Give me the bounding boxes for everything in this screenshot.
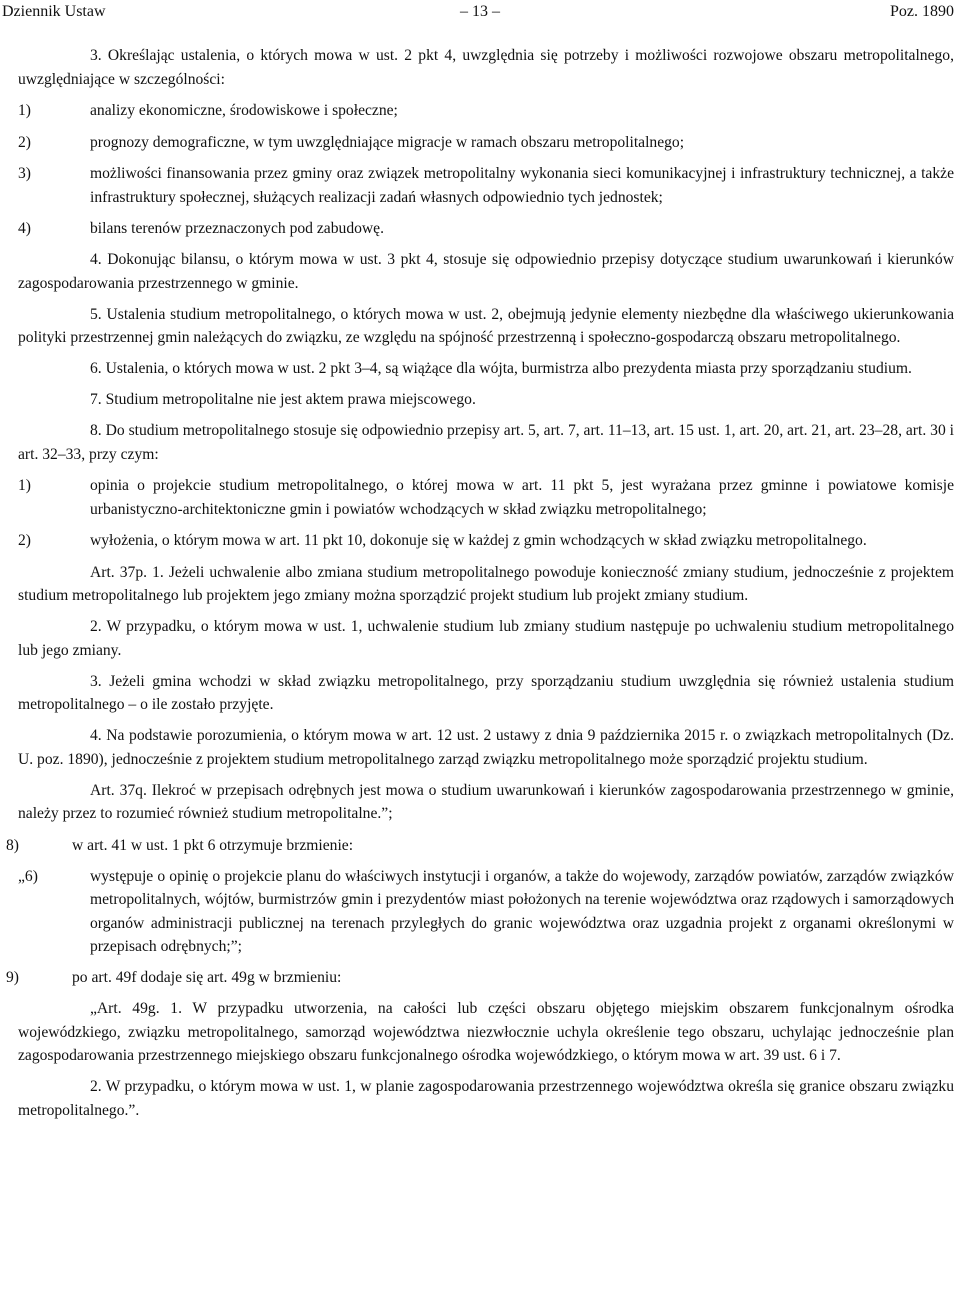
paragraph-4: 4. Dokonując bilansu, o którym mowa w ust. 3 pkt 4, stosuje się odpowiednio przepisy dotyczące studium uwarunkowań i kierunków zagospodarowania przestrzennego w gminie. [18, 251, 954, 292]
amendment-point-8 [0, 834, 954, 858]
list-text: prognozy demograficzne, w tym uwzględniające migracje w ramach obszaru metropolitalnego; [90, 133, 685, 151]
position-number: Poz. 1890 [890, 3, 954, 20]
quoted-point-number: „6) [18, 867, 38, 885]
list-item [18, 99, 954, 123]
article-37p-paragraph-1: Art. 37p. 1. Jeżeli uchwalenie albo zmiana studium metropolitalnego powoduje konieczność zmiany studium, jednocześnie z projektem studium metropolitalnego lub projektem jego zmiany można sporządzić projekt studium lub projekt zmiany studium. [18, 563, 954, 605]
list-text: możliwości finansowania przez gminy oraz związek metropolitalny wykonania sieci komunikacyjnej i infrastruktury technicznej, a także infrastruktury społecznej, służących realizacji zadań własnych odpowiednio tych jednostek; [90, 165, 954, 206]
point-text: w art. 41 w ust. 1 pkt 6 otrzymuje brzmienie: [72, 836, 354, 854]
paragraph-3: 3. Określając ustalenia, o których mowa w ust. 2 pkt 4, uwzględnia się potrzeby i możliwości rozwojowe obszaru metropolitalnego, uwzględniające w szczególności: [18, 47, 954, 88]
quoted-point-6 [18, 865, 954, 959]
list-item [18, 217, 954, 241]
point-number: 9) [6, 969, 19, 987]
paragraph-6: 6. Ustalenia, o których mowa w ust. 2 pkt 3–4, są wiążące dla wójta, burmistrza albo prezydenta miasta przy sporządzaniu studium. [90, 360, 912, 378]
paragraph-8: 8. Do studium metropolitalnego stosuje się odpowiednio przepisy art. 5, art. 7, art. 11–13, art. 15 ust. 1, art. 20, art. 21, art. 23–28, art. 30 i art. 32–33, przy czym: [18, 422, 954, 463]
article-37p-paragraph-2: 2. W przypadku, o którym mowa w ust. 1, uchwalenie studium lub zmiany studium następuje po uchwaleniu studium metropolitalnego lub jego zmiany. [18, 618, 954, 659]
list-number: 1) [18, 102, 31, 119]
list-item [18, 162, 954, 209]
point-text: po art. 49f dodaje się art. 49g w brzmieniu: [72, 969, 342, 987]
article-49g-paragraph-1: „Art. 49g. 1. W przypadku utworzenia, na całości lub części obszaru objętego miejskim obszarem funkcjonalnym ośrodka wojewódzkiego, związku metropolitalnego, samorząd województwa niezwłocznie uchyla określenie tego obszaru, uchylając jednocześnie plan zagospodarowania przestrzennego miejskiego obszaru funkcjonalnego ośrodka wojewódzkiego, o którym mowa w art. 39 ust. 6 i 7. [18, 1000, 954, 1065]
list-item [18, 131, 954, 155]
list-number: 4) [18, 220, 31, 237]
journal-title: Dziennik Ustaw [2, 3, 106, 20]
article-49g-paragraph-2: 2. W przypadku, o którym mowa w ust. 1, w planie zagospodarowania przestrzennego województwa określa się granice obszaru związku metropolitalnego.”. [18, 1078, 954, 1119]
amendment-point-9 [0, 966, 954, 990]
article-37q: Art. 37q. Ilekroć w przepisach odrębnych jest mowa o studium uwarunkowań i kierunków zagospodarowania przestrzennego w gminie, należy przez to rozumieć również studium metropolitalne.”; [18, 781, 954, 823]
list-number: 2) [18, 532, 31, 550]
paragraph-7: 7. Studium metropolitalne nie jest aktem prawa miejscowego. [90, 391, 476, 409]
quoted-point-text: występuje o opinię o projekcie planu do właściwych instytucji i organów, a także do wojewody, zarządów powiatów, zarządów związków metropolitalnych, wójtów, burmistrzów gmin i prezydentów miast położonych na terenie województwa oraz rządowych i samorządowych organów administracji publicznej na terenach przyległych do granic województwa oraz uzgadnia projekt z organami określonymi w przepisach odrębnych;”; [90, 867, 954, 956]
list-number: 3) [18, 165, 31, 182]
list-text: wyłożenia, o którym mowa w art. 11 pkt 10, dokonuje się w każdej z gmin wchodzących w skład związku metropolitalnego. [90, 532, 867, 550]
page-number: – 13 – [460, 3, 500, 20]
article-37p-paragraph-4: 4. Na podstawie porozumienia, o którym mowa w art. 12 ust. 2 ustawy z dnia 9 października 2015 r. o związkach metropolitalnych (Dz. U. poz. 1890), jednocześnie z projektem studium metropolitalnego zarząd związku metropolitalnego może sporządzić projektu studium. [18, 727, 954, 768]
list-text: bilans terenów przeznaczonych pod zabudowę. [90, 220, 384, 237]
point-number: 8) [6, 836, 19, 854]
document-body [6, 44, 954, 1122]
page-header [0, 0, 960, 22]
list-number: 1) [18, 477, 31, 495]
list-item [18, 474, 954, 521]
list-text: opinia o projekcie studium metropolitalnego, o której mowa w art. 11 pkt 5, jest wyrażana przez gminne i powiatowe komisje urbanistyczno-architektoniczne gmin i powiatów wchodzących w skład związku metropolitalnego; [90, 477, 954, 518]
article-37p-paragraph-3: 3. Jeżeli gmina wchodzi w skład związku metropolitalnego, przy sporządzaniu studium uwzględnia się również ustalenia studium metropolitalnego – o ile zostało przyjęte. [18, 672, 954, 714]
paragraph-5: 5. Ustalenia studium metropolitalnego, o których mowa w ust. 2, obejmują jedynie elementy niezbędne dla właściwego ukierunkowania polityki przestrzennej gmin należących do związku, ze względu na spójność przestrzenną i społeczno-gospodarczą obszaru metropolitalnego. [18, 305, 954, 347]
list-text: analizy ekonomiczne, środowiskowe i społeczne; [90, 102, 398, 119]
list-item [18, 529, 954, 553]
list-number: 2) [18, 133, 31, 151]
